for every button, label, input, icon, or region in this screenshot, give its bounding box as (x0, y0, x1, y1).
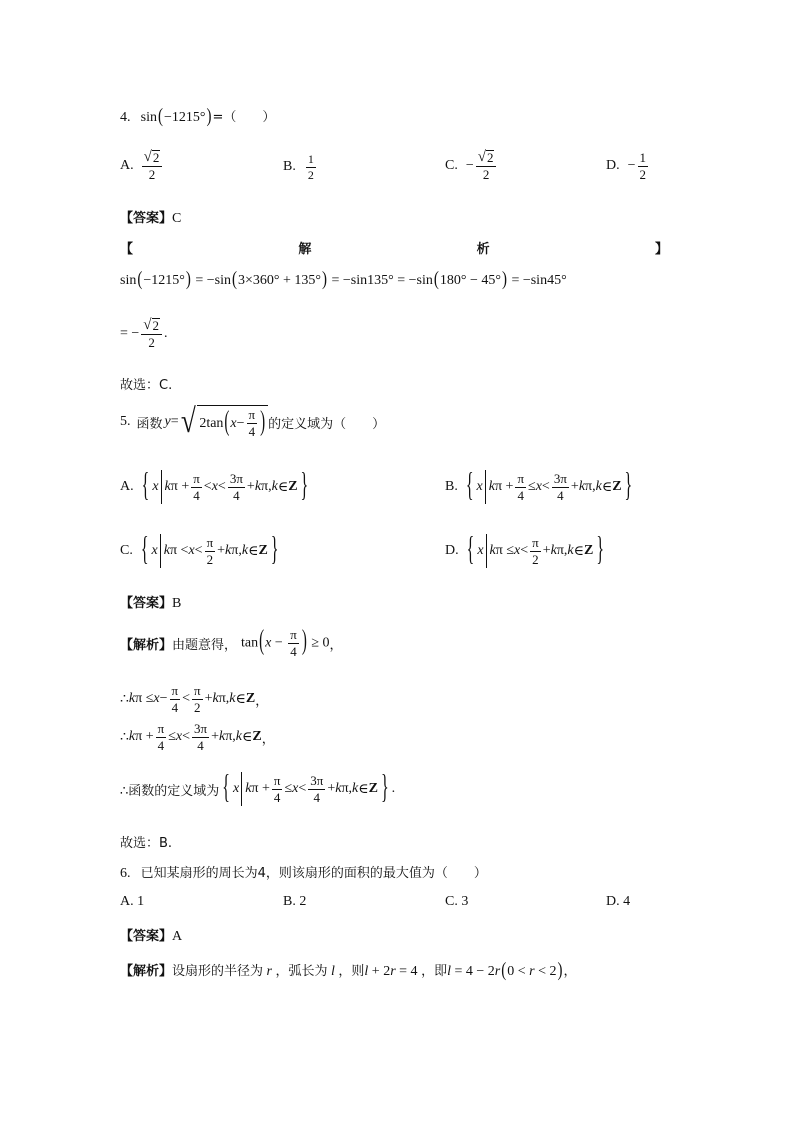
option-value: 4 (623, 894, 631, 909)
answer-value: C (172, 211, 182, 226)
q4-option-c: C. − √ 2 2 (445, 150, 498, 182)
option-value: 2 (299, 894, 307, 909)
analysis-text: 设扇形的半径为 (172, 964, 264, 979)
q4-option-b (283, 153, 318, 181)
q4-derivation-line1: sin(−1215°) = −sin(3×360° + 135°) = −sin135° = −sin(180° − 45°) = −sin45° (120, 269, 567, 291)
analysis-char: 析 (476, 242, 490, 257)
option-letter: C. (120, 543, 133, 558)
stem-text: 已知某扇形的周长为4，则该扇形的面积的最大值为（ ） (140, 866, 487, 881)
analysis-text: ，弧长为 (275, 964, 328, 979)
stem-suffix: 的定义域为（ ） (268, 416, 386, 432)
answer-value: A (172, 929, 183, 944)
option-value: $\frac{1}{2}$ (639, 150, 647, 182)
option-value: 1 (137, 894, 145, 909)
bracket-right: 】 (654, 242, 668, 257)
q5-analysis-line1: 【解析】 由题意得， tan(x − $\frac{\pi}{4}$ ) ≥ 0 ， (120, 626, 343, 659)
formula-sqrt: √ 2tan ( x − $\frac{\pi}{4}$ ) (179, 405, 268, 439)
q5-analysis-line4: ∴函数的定义域为 { x k π + $\frac{\pi}{4}$ ≤ x < $\frac{3\pi}{4}$ + k π, k ∈ Z } . (120, 770, 396, 806)
answer-label: 【答案】 (120, 211, 173, 226)
domain-prefix: ∴函数的定义域为 (120, 783, 220, 799)
option-value: √ 2 2 (476, 150, 497, 182)
analysis-intro: 由题意得， (172, 637, 238, 653)
stem-prefix: 函数 (136, 416, 163, 432)
analysis-char: 解 (298, 242, 312, 257)
option-letter: D. (445, 543, 459, 558)
option-letter: C. (445, 157, 458, 173)
answer-value: B (172, 596, 182, 611)
answer-label: 【答案】 (120, 596, 173, 611)
q4-conclusion: 故选：C. (120, 378, 173, 393)
analysis-label: 【解析】 (120, 637, 173, 653)
q5-answer (120, 592, 181, 612)
q4-analysis-heading (120, 238, 668, 257)
q5-option-c: C. { x k π < x < $\frac{\pi}{2}$ + k π, k ∈ Z } (120, 532, 279, 568)
analysis-text: ，即 (421, 964, 448, 979)
option-value: √ 2 2 (142, 150, 163, 182)
option-letter: D. (606, 894, 620, 909)
q6-option-d (606, 894, 630, 910)
q6-option-c (445, 894, 468, 910)
q4-option-d: D. − $\frac{1}{2}$ (606, 150, 647, 182)
q6-option-a (120, 894, 144, 910)
question-number: 5. (120, 414, 131, 429)
q5-analysis-line2: ∴ k π ≤ x − $\frac{\pi}{4}$ < $\frac{\pi}{2}$ + k π, k ∈ Z ， (120, 683, 269, 715)
option-value: $\frac{1}{2}$ (307, 152, 314, 182)
q5-conclusion: 故选：B. (120, 836, 173, 851)
q5-option-b: B. { x k π + $\frac{\pi}{4}$ ≤ x < $\frac{3\pi}{4}$ + k π, k ∈ Z } (445, 468, 633, 504)
answer-label: 【答案】 (120, 929, 173, 944)
q6-answer (120, 925, 182, 945)
q4-answer (120, 207, 181, 227)
q4-option-a (120, 150, 164, 182)
q5-option-d: D. { x k π ≤ x < $\frac{\pi}{2}$ + k π, k ∈ Z } (445, 532, 605, 568)
q5-option-a: A. { x k π + $\frac{\pi}{4}$ < x < $\frac{3\pi}{4}$ + k π, k ∈ Z } (120, 468, 309, 504)
stem-suffix: =（ ） (212, 110, 276, 125)
q4-derivation-line2: = − √ 2 2 . (120, 317, 168, 351)
bracket-left: 【 (120, 242, 134, 257)
option-letter: B. (283, 159, 296, 175)
question-number: 6. (120, 866, 131, 881)
q6-option-b (283, 894, 306, 910)
option-letter: A. (120, 157, 134, 173)
option-value: 3 (461, 894, 469, 909)
question-number: 4. (120, 110, 131, 125)
question-5-stem: 5. 函数 y = √ 2tan ( x − $\frac{\pi}{4}$ ) 的定义域为（ ） (120, 403, 386, 440)
option-letter: A. (120, 894, 134, 909)
option-letter: B. (283, 894, 296, 909)
question-6-stem (120, 862, 487, 882)
analysis-label: 【解析】 (120, 964, 173, 979)
question-4-stem (120, 106, 275, 126)
q6-analysis-line1: 【解析】设扇形的半径为 r ，弧长为 l ，则l + 2r = 4 ，即l = 4 − 2r(0 < r < 2)， (120, 960, 577, 982)
q5-analysis-line3: ∴ k π + $\frac{\pi}{4}$ ≤ x < $\frac{3\pi}{4}$ + k π, k ∈ Z ， (120, 721, 275, 753)
formula-sin: sin(−1215°) (140, 106, 212, 128)
analysis-text: ，则 (338, 964, 365, 979)
option-letter: C. (445, 894, 458, 909)
option-letter: D. (606, 158, 620, 174)
option-letter: B. (445, 479, 458, 494)
option-letter: A. (120, 479, 134, 494)
